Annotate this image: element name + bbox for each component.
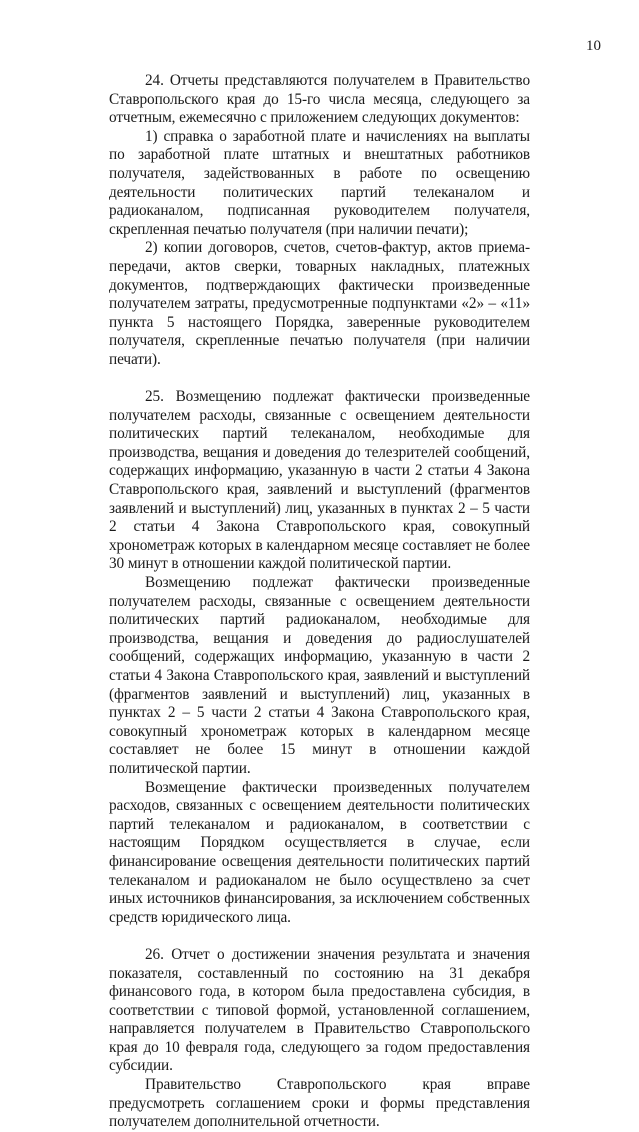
paragraph-25-radio: Возмещению подлежат фактически произведенные получателем расходы, связанные с освещением деятельности политических партий радиоканалом, необходимые для производства, вещания и доведения до радиослушателей сообщений, содержащих информацию, указанную в части 2 статьи 4 Закона Ставропольского края, заявлений и выступлений (фрагментов заявлений и выступлений) лиц, указанных в пунктах 2 – 5 части 2 статьи 4 Закона Ставропольского края, совокупный хронометраж которых в календарном месяце составляет не более 15 минут в отношении каждой политической партии. <box>109 574 530 777</box>
paragraph-25: 25. Возмещению подлежат фактически произведенные получателем расходы, связанные с освещением деятельности политических партий телеканалом, необходимые для производства, вещания и доведения до телезрителей сообщений, содержащих информацию, указанную в части 2 статьи 4 Закона Ставропольского края, заявлений и выступлений (фрагментов заявлений и выступлений) лиц, указанных в пунктах 2 – 5 части 2 статьи 4 Закона Ставропольского края, совокупный хронометраж которых в календарном месяце составляет не более 30 минут в отношении каждой политической партии. <box>109 388 530 573</box>
document-body <box>109 72 530 1132</box>
paragraph-26: 26. Отчет о достижении значения результата и значения показателя, составленный по состоянию на 31 декабря финансового года, в котором была предоставлена субсидия, в соответствии с типовой формой, установленной соглашением, направляется получателем в Правительство Ставропольского края до 10 февраля года, следующего за годом предоставления субсидии. <box>109 945 530 1075</box>
page-number: 10 <box>586 38 601 54</box>
paragraph-25-condition: Возмещение фактически произведенных получателем расходов, связанных с освещением деятельности политических партий телеканалом и радиоканалом, в соответствии с настоящим Порядком осуществляется в случае, если финансирование освещения деятельности политических партий телеканалом и радиоканалом не было осуществлено за счет иных источников финансирования, за исключением собственных средств юридического лица. <box>109 778 530 926</box>
paragraph-24-item-1: 1) справка о заработной плате и начислениях на выплаты по заработной плате штатных и внештатных работников получателя, задействованных в работе по освещению деятельности политических партий телеканалом и радиоканалом, подписанная руководителем получателя, скрепленная печатью получателя (при наличии печати); <box>109 127 530 238</box>
paragraph-26-additional: Правительство Ставропольского края вправе предусмотреть соглашением сроки и формы представления получателем дополнительной отчетности. <box>109 1076 530 1131</box>
paragraph-24-item-2: 2) копии договоров, счетов, счетов-фактур, актов приема-передачи, актов сверки, товарных накладных, платежных документов, подтверждающих фактически произведенные получателем затраты, предусмотренные подпунктами «2» – «11» пункта 5 настоящего Порядка, заверенные руководителем получателя, скрепленные печатью получателя (при наличии печати). <box>109 239 530 368</box>
paragraph-24: 24. Отчеты представляются получателем в Правительство Ставропольского края до 15-го числа месяца, следующего за отчетным, ежемесячно с приложением следующих документов: <box>109 72 530 127</box>
